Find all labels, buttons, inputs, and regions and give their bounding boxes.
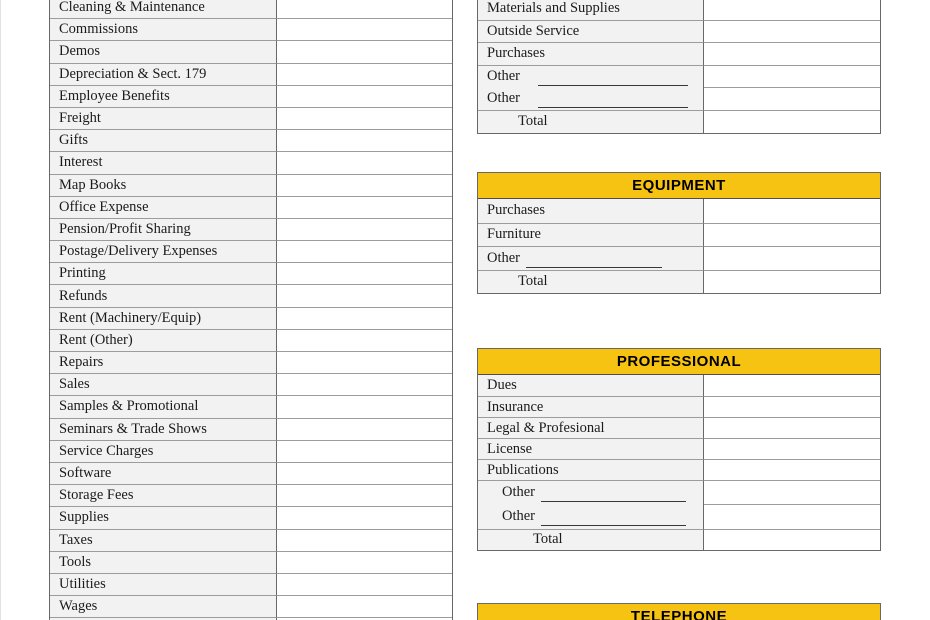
row-label: Supplies bbox=[59, 509, 109, 526]
amount-cell[interactable] bbox=[704, 199, 880, 223]
row-label-cell bbox=[50, 529, 277, 551]
amount-cell[interactable] bbox=[277, 218, 452, 240]
table-row bbox=[478, 375, 880, 396]
row-label-cell bbox=[478, 375, 704, 396]
section-header: TELEPHONE bbox=[478, 604, 880, 620]
amount-cell[interactable] bbox=[277, 351, 452, 373]
row-label-cell bbox=[50, 240, 277, 262]
table-row bbox=[478, 20, 880, 43]
row-label-cell bbox=[478, 459, 704, 480]
row-label-cell bbox=[478, 42, 704, 65]
amount-cell[interactable] bbox=[277, 307, 452, 329]
row-label-cell bbox=[50, 551, 277, 573]
row-label-cell bbox=[478, 246, 704, 270]
professional-section bbox=[477, 348, 881, 551]
amount-cell[interactable] bbox=[277, 595, 452, 617]
amount-cell[interactable] bbox=[277, 85, 452, 107]
table-row bbox=[478, 504, 880, 528]
section-header: PROFESSIONAL bbox=[478, 349, 880, 375]
page-left-edge bbox=[0, 0, 1, 620]
row-label: Software bbox=[59, 465, 112, 482]
amount-cell[interactable] bbox=[277, 462, 452, 484]
row-label-cell bbox=[50, 462, 277, 484]
row-label: Rent (Machinery/Equip) bbox=[59, 309, 202, 326]
amount-cell[interactable] bbox=[704, 438, 880, 459]
row-label-cell bbox=[478, 110, 704, 133]
amount-cell[interactable] bbox=[277, 174, 452, 196]
row-label: Purchases bbox=[487, 45, 545, 62]
amount-cell[interactable] bbox=[277, 573, 452, 595]
table-row bbox=[50, 484, 452, 506]
row-label: Freight bbox=[59, 110, 101, 127]
row-label-cell bbox=[50, 484, 277, 506]
amount-cell[interactable] bbox=[277, 40, 452, 62]
amount-cell[interactable] bbox=[277, 284, 452, 306]
row-label: Other bbox=[487, 90, 521, 107]
row-label: Utilities bbox=[59, 575, 106, 592]
table-row bbox=[478, 480, 880, 504]
equipment-section bbox=[477, 172, 881, 294]
row-label-cell bbox=[50, 0, 277, 18]
row-label-cell bbox=[50, 307, 277, 329]
row-label: Pension/Profit Sharing bbox=[59, 220, 191, 237]
row-label: Demos bbox=[59, 43, 101, 60]
amount-cell[interactable] bbox=[277, 440, 452, 462]
row-label: Seminars & Trade Shows bbox=[59, 420, 207, 437]
fill-in-line[interactable] bbox=[526, 255, 662, 268]
table-row bbox=[478, 529, 880, 551]
table-row bbox=[478, 270, 880, 294]
row-label: License bbox=[487, 440, 533, 457]
row-label: Cleaning & Maintenance bbox=[59, 0, 205, 15]
row-label-cell bbox=[478, 223, 704, 247]
row-label: Samples & Promotional bbox=[59, 398, 199, 415]
row-label-cell bbox=[50, 284, 277, 306]
table-row bbox=[478, 65, 880, 88]
row-label: Gifts bbox=[59, 132, 88, 149]
row-label-cell bbox=[478, 480, 704, 504]
table-row bbox=[478, 42, 880, 65]
row-label: Total bbox=[533, 531, 563, 548]
row-label-cell bbox=[478, 504, 704, 528]
row-label: Dues bbox=[487, 377, 517, 393]
fill-in-line[interactable] bbox=[538, 95, 688, 108]
row-label: Tools bbox=[59, 553, 92, 570]
table-row bbox=[50, 218, 452, 240]
row-label-cell bbox=[50, 85, 277, 107]
row-label-cell bbox=[50, 129, 277, 151]
row-label: Wages bbox=[59, 598, 98, 615]
row-label-cell bbox=[50, 63, 277, 85]
row-label-cell bbox=[50, 262, 277, 284]
row-label: Publications bbox=[487, 461, 559, 478]
amount-cell[interactable] bbox=[704, 396, 880, 417]
fill-in-line[interactable] bbox=[538, 73, 688, 86]
table-row bbox=[50, 529, 452, 551]
row-label: Other bbox=[502, 507, 536, 524]
row-label-cell bbox=[50, 351, 277, 373]
table-row bbox=[50, 462, 452, 484]
row-label: Other bbox=[487, 249, 521, 266]
table-row bbox=[50, 307, 452, 329]
row-label: Materials and Supplies bbox=[487, 0, 620, 16]
amount-cell[interactable] bbox=[277, 63, 452, 85]
row-label-cell bbox=[50, 573, 277, 595]
amount-cell[interactable] bbox=[704, 375, 880, 396]
table-row bbox=[478, 199, 880, 223]
amount-cell[interactable] bbox=[704, 223, 880, 247]
row-label: Other bbox=[487, 68, 521, 85]
row-label: Outside Service bbox=[487, 22, 580, 39]
table-row bbox=[50, 351, 452, 373]
amount-cell[interactable] bbox=[704, 42, 880, 65]
table-row bbox=[50, 440, 452, 462]
table-row bbox=[50, 174, 452, 196]
table-row bbox=[50, 18, 452, 40]
row-label: Commissions bbox=[59, 21, 138, 38]
amount-cell[interactable] bbox=[704, 417, 880, 438]
row-label-cell bbox=[50, 151, 277, 173]
row-label-cell bbox=[50, 174, 277, 196]
amount-cell[interactable] bbox=[277, 240, 452, 262]
table-row bbox=[478, 0, 880, 20]
amount-cell[interactable] bbox=[277, 373, 452, 395]
row-label: Map Books bbox=[59, 176, 127, 193]
row-label: Service Charges bbox=[59, 442, 154, 459]
row-label: Rent (Other) bbox=[59, 331, 133, 348]
amount-cell[interactable] bbox=[704, 87, 880, 110]
row-label-cell bbox=[50, 40, 277, 62]
amount-cell[interactable] bbox=[704, 110, 880, 133]
table-row bbox=[50, 151, 452, 173]
amount-cell[interactable] bbox=[277, 129, 452, 151]
amount-cell[interactable] bbox=[704, 529, 880, 551]
amount-cell[interactable] bbox=[277, 0, 452, 18]
table-row bbox=[50, 107, 452, 129]
row-label-cell bbox=[478, 417, 704, 438]
table-row bbox=[50, 63, 452, 85]
row-label-cell bbox=[50, 595, 277, 617]
row-label-cell bbox=[50, 329, 277, 351]
row-label: Depreciation & Sect. 179 bbox=[59, 65, 207, 82]
row-label: Postage/Delivery Expenses bbox=[59, 243, 218, 260]
table-row bbox=[50, 284, 452, 306]
amount-cell[interactable] bbox=[704, 480, 880, 504]
amount-cell[interactable] bbox=[277, 551, 452, 573]
amount-cell[interactable] bbox=[704, 0, 880, 20]
table-row bbox=[50, 129, 452, 151]
row-label: Furniture bbox=[487, 226, 541, 243]
row-label-cell bbox=[478, 20, 704, 43]
table-row bbox=[478, 110, 880, 133]
row-label: Insurance bbox=[487, 398, 544, 415]
materials-section bbox=[477, 0, 881, 134]
amount-cell[interactable] bbox=[277, 395, 452, 417]
amount-cell[interactable] bbox=[277, 484, 452, 506]
row-label-cell bbox=[478, 438, 704, 459]
fill-in-line[interactable] bbox=[541, 489, 686, 502]
table-row bbox=[50, 196, 452, 218]
table-row bbox=[50, 573, 452, 595]
row-label-cell bbox=[50, 373, 277, 395]
telephone-section bbox=[477, 603, 881, 620]
table-row bbox=[478, 87, 880, 110]
table-row bbox=[478, 417, 880, 438]
table-row bbox=[478, 459, 880, 480]
amount-cell[interactable] bbox=[277, 107, 452, 129]
table-row bbox=[50, 551, 452, 573]
table-row bbox=[50, 0, 452, 18]
row-label-cell bbox=[478, 65, 704, 88]
table-row bbox=[50, 506, 452, 528]
amount-cell[interactable] bbox=[277, 506, 452, 528]
table-row bbox=[478, 246, 880, 270]
row-label: Total bbox=[518, 113, 548, 130]
amount-cell[interactable] bbox=[277, 196, 452, 218]
amount-cell[interactable] bbox=[704, 270, 880, 294]
row-label: Storage Fees bbox=[59, 487, 134, 504]
row-label-cell bbox=[478, 199, 704, 223]
amount-cell[interactable] bbox=[704, 246, 880, 270]
amount-cell[interactable] bbox=[277, 418, 452, 440]
amount-cell[interactable] bbox=[704, 504, 880, 528]
row-label-cell bbox=[50, 395, 277, 417]
row-label: Legal & Profesional bbox=[487, 419, 605, 436]
row-label-cell bbox=[478, 270, 704, 294]
table-row bbox=[50, 40, 452, 62]
row-label-cell bbox=[50, 506, 277, 528]
table-row bbox=[50, 395, 452, 417]
table-row bbox=[50, 418, 452, 440]
row-label-cell bbox=[478, 87, 704, 110]
amount-cell[interactable] bbox=[277, 262, 452, 284]
amount-cell[interactable] bbox=[277, 18, 452, 40]
row-label: Repairs bbox=[59, 354, 104, 371]
row-label: Sales bbox=[59, 376, 90, 393]
row-label-cell bbox=[50, 440, 277, 462]
row-label: Printing bbox=[59, 265, 106, 282]
amount-cell[interactable] bbox=[704, 459, 880, 480]
amount-cell[interactable] bbox=[704, 20, 880, 43]
row-label: Taxes bbox=[59, 531, 93, 548]
row-label-cell bbox=[478, 529, 704, 551]
row-label-cell bbox=[50, 18, 277, 40]
amount-cell[interactable] bbox=[277, 529, 452, 551]
row-label-cell bbox=[50, 107, 277, 129]
table-row bbox=[478, 438, 880, 459]
table-row bbox=[478, 223, 880, 247]
section-header: EQUIPMENT bbox=[478, 173, 880, 199]
table-row bbox=[50, 85, 452, 107]
table-row bbox=[50, 373, 452, 395]
amount-cell[interactable] bbox=[277, 329, 452, 351]
row-label: Employee Benefits bbox=[59, 87, 170, 104]
row-label-cell bbox=[50, 218, 277, 240]
fill-in-line[interactable] bbox=[541, 513, 686, 526]
table-row bbox=[50, 262, 452, 284]
row-label: Other bbox=[502, 484, 536, 501]
amount-cell[interactable] bbox=[277, 151, 452, 173]
row-label: Total bbox=[518, 273, 548, 290]
row-label-cell bbox=[50, 418, 277, 440]
table-row bbox=[478, 396, 880, 417]
row-label: Purchases bbox=[487, 202, 545, 219]
row-label-cell bbox=[478, 396, 704, 417]
amount-cell[interactable] bbox=[704, 65, 880, 88]
table-row bbox=[50, 329, 452, 351]
row-label: Interest bbox=[59, 154, 103, 171]
row-label-cell bbox=[478, 0, 704, 20]
row-label-cell bbox=[50, 196, 277, 218]
expense-table bbox=[49, 0, 453, 620]
right-column bbox=[477, 0, 881, 620]
table-row bbox=[50, 595, 452, 617]
table-row bbox=[50, 240, 452, 262]
row-label: Refunds bbox=[59, 287, 108, 304]
row-label: Office Expense bbox=[59, 198, 149, 215]
